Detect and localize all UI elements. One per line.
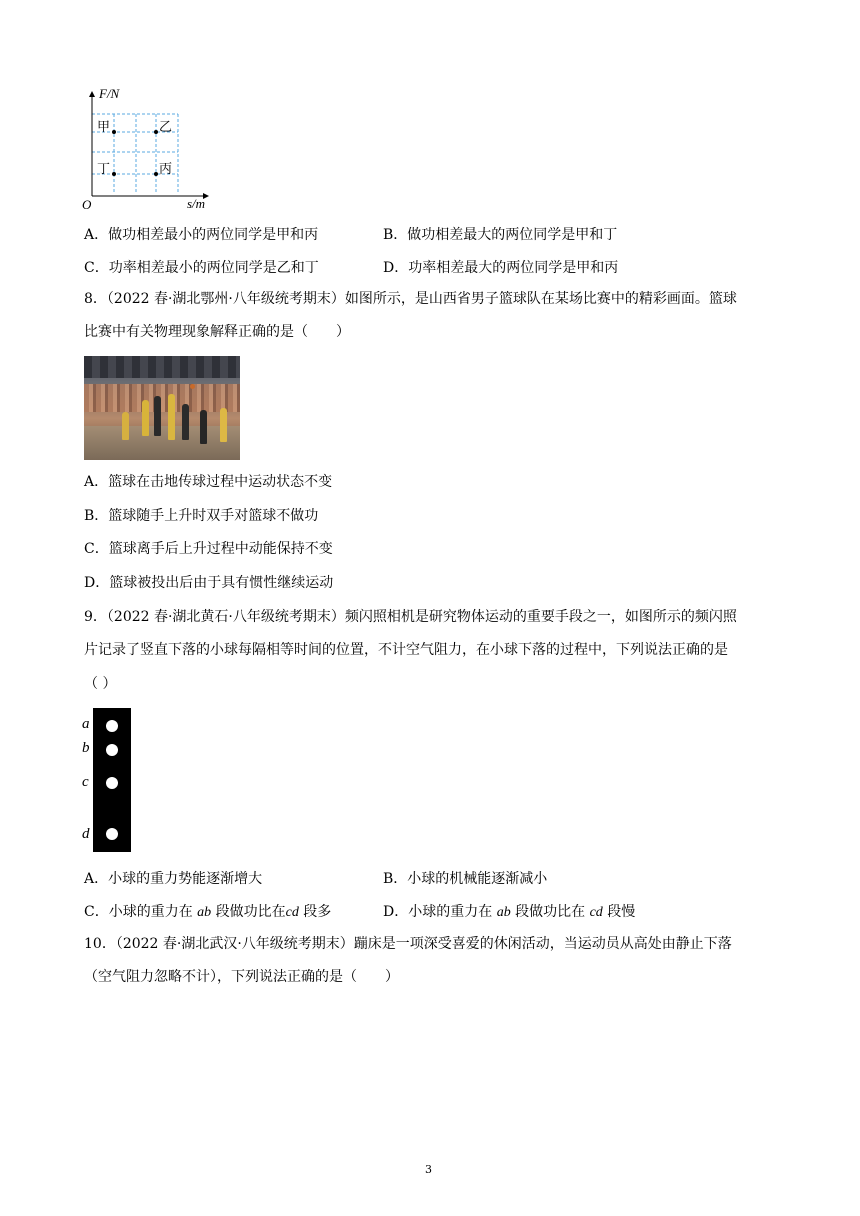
q8-option-b: B．篮球随手上升时双手对篮球不做功 [84,508,319,524]
x-axis-label: s/m [187,196,206,211]
basketball-photo [84,356,240,460]
y-axis-label: F/N [99,86,120,101]
q10-stem-line2: （空气阻力忽略不计），下列说法正确的是（ ） [84,969,399,985]
q8-option-d: D．篮球被投出后由于具有惯性继续运动 [84,575,334,591]
q7-option-a: A．做功相差最小的两位同学是甲和丙 [84,227,319,243]
q9-option-b: B．小球的机械能逐渐减小 [383,871,548,887]
point-label-bing: 丙 [159,162,173,177]
ball-c [106,777,118,789]
point-label-jia: 甲 [97,120,111,135]
q10-stem-line1: 10．（2022 春·湖北武汉·八年级统考期末）蹦床是一项深受喜爱的休闲活动，当运动员从高处由静止下落 [84,936,732,952]
page-number: 3 [425,1163,432,1176]
q9-option-c: C．小球的重力在 ab 段做功比在cd 段多 [84,904,332,920]
q7-option-d: D．功率相差最大的两位同学是甲和丙 [383,260,619,276]
point-label-ding: 丁 [97,162,111,177]
q9-option-d: D．小球的重力在 ab 段做功比在 cd 段慢 [383,904,636,920]
ball-label-a: a [82,716,90,732]
point-yi [154,130,158,134]
point-jia [112,130,116,134]
point-bing [154,172,158,176]
q8-option-a: A．篮球在击地传球过程中运动状态不变 [84,474,333,490]
q9-stem-line3: （ ） [84,676,117,692]
ball-label-d: d [82,826,90,842]
strobe-photo [93,708,131,852]
point-label-yi: 乙 [159,120,173,135]
point-ding [112,172,116,176]
ball-b [106,744,118,756]
ball-label-c: c [82,774,89,790]
force-distance-graph [80,84,220,214]
q9-stem-line2: 片记录了竖直下落的小球每隔相等时间的位置，不计空气阻力，在小球下落的过程中，下列说法正确的是 [84,642,728,658]
ball-d [106,828,118,840]
q9-stem-line1: 9．（2022 春·湖北黄石·八年级统考期末）频闪照相机是研究物体运动的重要手段之一，如图所示的频闪照 [84,609,737,625]
q8-option-c: C．篮球离手后上升过程中动能保持不变 [84,541,333,557]
origin-label: O [82,197,92,212]
q9-option-a: A．小球的重力势能逐渐增大 [84,871,263,887]
q7-option-b: B．做功相差最大的两位同学是甲和丁 [383,227,618,243]
ball-a [106,720,118,732]
ball-label-b: b [82,740,90,756]
q8-stem-line1: 8．（2022 春·湖北鄂州·八年级统考期末）如图所示，是山西省男子篮球队在某场比赛中的精彩画面。篮球 [84,291,737,307]
q8-stem-line2: 比赛中有关物理现象解释正确的是（ ） [84,324,350,340]
q7-option-c: C．功率相差最小的两位同学是乙和丁 [84,260,319,276]
